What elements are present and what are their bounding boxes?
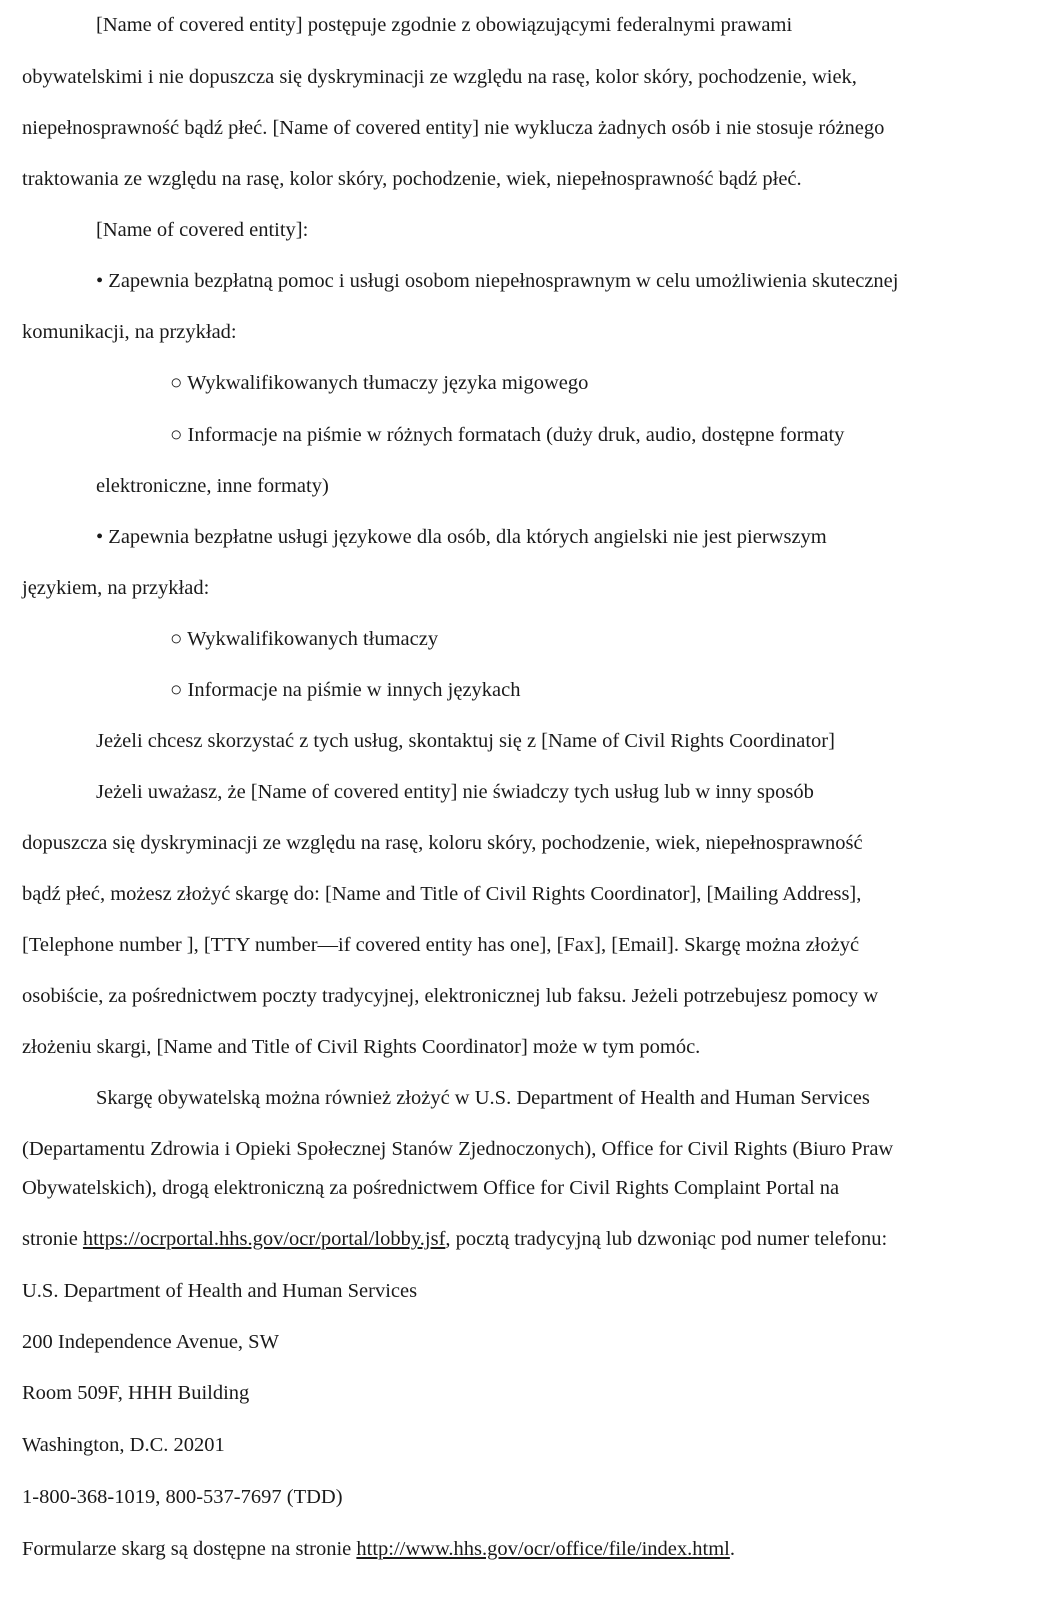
bullet-language-services-line-1: • Zapewnia bezpłatne usługi językowe dla osób, dla których angielski nie jest pierwszym (96, 526, 827, 548)
ocr-portal-link[interactable]: https://ocrportal.hhs.gov/ocr/portal/lobby.jsf (82, 1228, 446, 1250)
nondiscrimination-statement-line-3: niepełnosprawność bądź płeć. [Name of covered entity] nie wyklucza żadnych osób i nie stosuje różnego (22, 117, 885, 139)
grievance-line-5: osobiście, za pośrednictwem poczty tradycyjnej, elektronicznej lub faksu. Jeżeli potrzebujesz pomocy w (22, 985, 879, 1007)
hhs-complaint-line-3: Obywatelskich), drogą elektroniczną za pośrednictwem Office for Civil Rights Complaint Portal na (22, 1177, 840, 1199)
bullet-disability-aid-line-2: komunikacji, na przykład: (22, 321, 237, 343)
nondiscrimination-statement-line-1: [Name of covered entity] postępuje zgodnie z obowiązującymi federalnymi prawami (96, 14, 793, 36)
grievance-line-3: bądź płeć, możesz złożyć skargę do: [Name and Title of Civil Rights Coordinator], [Mailing Address], (22, 883, 862, 905)
address-street: 200 Independence Avenue, SW (22, 1331, 279, 1353)
address-organization: U.S. Department of Health and Human Services (22, 1280, 418, 1302)
nondiscrimination-statement-line-4: traktowania ze względu na rasę, kolor skóry, pochodzenie, wiek, niepełnosprawność bądź płeć. (22, 168, 802, 190)
subbullet-written-formats-line-1: ○ Informacje na piśmie w różnych formatach (duży druk, audio, dostępne formaty (170, 424, 845, 446)
complaint-forms-suffix: . (729, 1538, 735, 1560)
address-room: Room 509F, HHH Building (22, 1382, 250, 1404)
address-phones: 1-800-368-1019, 800-537-7697 (TDD) (22, 1486, 343, 1508)
nondiscrimination-statement-line-2: obywatelskimi i nie dopuszcza się dyskryminacji ze względu na rasę, kolor skóry, pochodzenie, wiek, (22, 66, 857, 88)
complaint-forms-prefix: Formularze skarg są dostępne na stronie (22, 1538, 357, 1560)
grievance-line-4: [Telephone number ], [TTY number—if covered entity has one], [Fax], [Email]. Skargę można złożyć (22, 934, 860, 956)
contact-coordinator: Jeżeli chcesz skorzystać z tych usług, skontaktuj się z [Name of Civil Rights Coordinator] (96, 730, 835, 752)
bullet-disability-aid-line-1: • Zapewnia bezpłatną pomoc i usługi osobom niepełnosprawnym w celu umożliwienia skutecznej (96, 270, 899, 292)
subbullet-other-languages: ○ Informacje na piśmie w innych językach (170, 679, 521, 701)
complaint-forms-line (22, 1536, 735, 1562)
hhs-complaint-line-4 (22, 1226, 887, 1252)
hhs-complaint-line-2: (Departamentu Zdrowia i Opieki Społecznej Stanów Zjednoczonych), Office for Civil Rights (Biuro Praw (22, 1138, 894, 1160)
subbullet-interpreters: ○ Wykwalifikowanych tłumaczy (170, 628, 439, 650)
services-intro: [Name of covered entity]: (96, 219, 309, 241)
grievance-line-6: złożeniu skargi, [Name and Title of Civil Rights Coordinator] może w tym pomóc. (22, 1036, 701, 1058)
hhs-complaint-prefix: stronie (22, 1228, 83, 1250)
subbullet-written-formats-line-2: elektroniczne, inne formaty) (96, 475, 329, 497)
hhs-complaint-suffix: , pocztą tradycyjną lub dzwoniąc pod numer telefonu: (445, 1228, 888, 1250)
address-city: Washington, D.C. 20201 (22, 1434, 225, 1456)
grievance-line-1: Jeżeli uważasz, że [Name of covered entity] nie świadczy tych usług lub w inny sposób (96, 781, 814, 803)
grievance-line-2: dopuszcza się dyskryminacji ze względu na rasę, koloru skóry, pochodzenie, wiek, niepełnosprawność (22, 832, 863, 854)
bullet-language-services-line-2: językiem, na przykład: (22, 577, 210, 599)
hhs-complaint-line-1: Skargę obywatelską można również złożyć w U.S. Department of Health and Human Services (96, 1087, 870, 1109)
subbullet-sign-language: ○ Wykwalifikowanych tłumaczy języka migowego (170, 372, 589, 394)
complaint-forms-link[interactable]: http://www.hhs.gov/ocr/office/file/index.html (356, 1538, 730, 1560)
